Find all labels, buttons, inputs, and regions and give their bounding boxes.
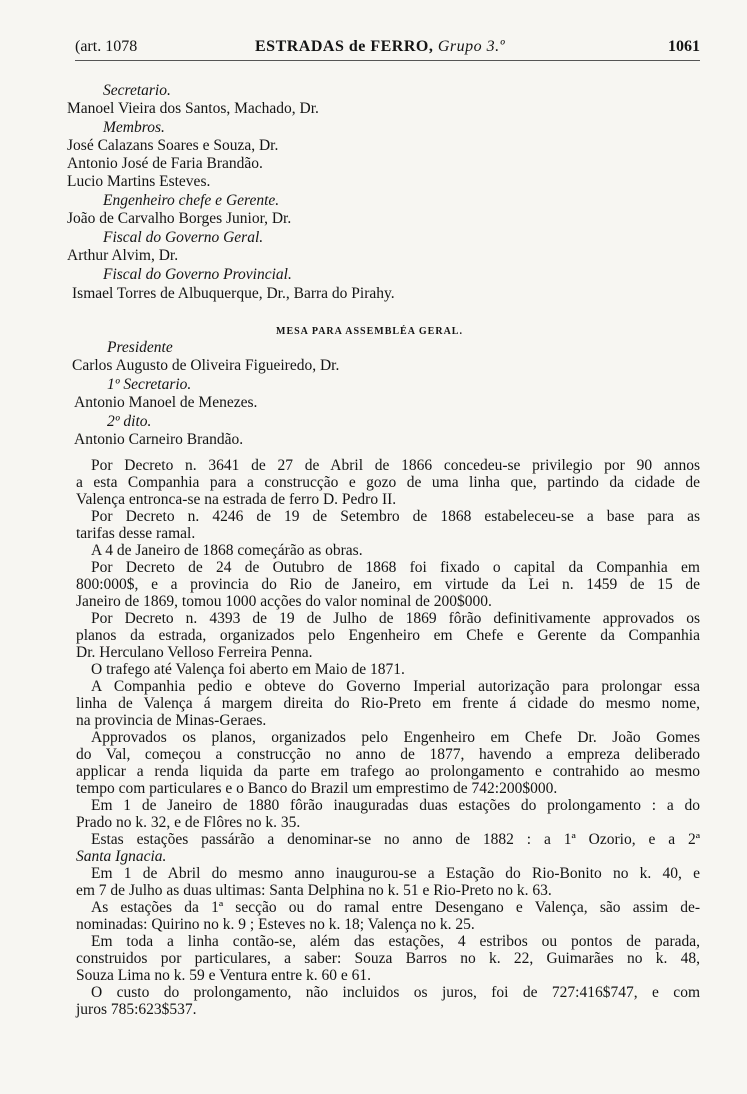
person-name: Antonio José de Faria Brandão. <box>67 155 263 172</box>
person-name: José Calazans Soares e Souza, Dr. <box>67 137 279 154</box>
assembly-heading: MESA PARA ASSEMBLÉA GERAL. <box>276 326 463 337</box>
person-name: Antonio Manoel de Menezes. <box>74 394 258 411</box>
body-line: Em 1 de Janeiro de 1880 fôrão inauguradas duas estações do prolongamento : a do <box>91 797 700 814</box>
page-number: 1061 <box>668 38 700 55</box>
person-name: Antonio Carneiro Brandão. <box>74 431 244 448</box>
body-line: nominadas: Quirino no k. 9 ; Esteves no k. 18; Valença no k. 25. <box>76 916 475 933</box>
body-line: O custo do prolongamento, não incluidos os juros, foi de 727:416$747, e com <box>91 984 700 1001</box>
body-line: Valença entronca-se na estrada de ferro D. Pedro II. <box>76 491 397 508</box>
body-line: Approvados os planos, organizados pelo Engenheiro em Chefe Dr. João Gomes <box>91 729 700 746</box>
body-line: Dr. Herculano Velloso Ferreira Penna. <box>76 644 313 661</box>
person-name: Manoel Vieira dos Santos, Machado, Dr. <box>67 100 319 117</box>
article-ref: (art. 1078 <box>75 38 138 55</box>
body-line: linha de Valença á margem direita do Rio-Preto em frente á cidade do mesmo nome, <box>76 695 700 712</box>
body-line: Por Decreto n. 4246 de 19 de Setembro de 1868 estabeleceu-se a base para as <box>91 508 700 525</box>
body-line: tarifas desse ramal. <box>76 525 196 542</box>
body-line: tempo com particulares e o Banco do Brazil um emprestimo de 742:200$000. <box>76 780 558 797</box>
role-label: Membros. <box>103 119 165 136</box>
body-line: Em 1 de Abril do mesmo anno inaugurou-se a Estação do Rio-Bonito no k. 40, e <box>91 865 700 882</box>
body-line: Por Decreto n. 3641 de 27 de Abril de 1866 concedeu-se privilegio por 90 annos <box>91 457 700 474</box>
body-line: Em toda a linha contão-se, além das estações, 4 estribos ou pontos de parada, <box>91 933 700 950</box>
body-line: Santa Ignacia. <box>76 848 167 865</box>
person-name: Arthur Alvim, Dr. <box>67 247 179 264</box>
body-line: em 7 de Julho as duas ultimas: Santa Delphina no k. 51 e Rio-Preto no k. 63. <box>76 882 552 899</box>
person-name: Carlos Augusto de Oliveira Figueiredo, Dr. <box>72 357 340 374</box>
running-header <box>75 38 700 61</box>
body-line: Estas estações passárão a denominar-se no anno de 1882 : a 1ª Ozorio, e a 2ª <box>91 831 700 848</box>
body-line: Souza Lima no k. 59 e Ventura entre k. 60 e 61. <box>76 967 371 984</box>
person-name: Lucio Martins Esteves. <box>67 173 211 190</box>
body-line: 800:000$, e a provincia do Rio de Janeiro, em virtude da Lei n. 1459 de 15 de <box>76 576 700 593</box>
body-line: A Companhia pedio e obteve do Governo Imperial autorização para prolongar essa <box>91 678 700 695</box>
body-line: As estações da 1ª secção ou do ramal entre Desengano e Valença, são assim de- <box>91 899 700 916</box>
body-line: construidos por particulares, a saber: Souza Barros no k. 22, Guimarães no k. 48, <box>76 950 700 967</box>
role-label: Fiscal do Governo Provincial. <box>103 266 292 283</box>
group-label: Grupo 3.º <box>437 38 506 55</box>
role-label: 1º Secretario. <box>107 376 192 393</box>
person-name: João de Carvalho Borges Junior, Dr. <box>67 210 292 227</box>
body-line: applicar a renda liquida da parte em trafego ao prolongamento e contrahido ao mesmo <box>76 763 700 780</box>
body-line: do Val, começou a construcção no anno de 1877, havendo a empreza deliberado <box>76 746 700 763</box>
role-label: Engenheiro chefe e Gerente. <box>103 192 280 209</box>
body-line: Por Decreto n. 4393 de 19 de Julho de 1869 fôrão definitivamente approvados os <box>91 610 700 627</box>
section-title: ESTRADAS de FERRO, Grupo 3.º <box>255 38 506 55</box>
role-label: 2º dito. <box>107 413 152 430</box>
body-line: juros 785:623$537. <box>76 1001 197 1018</box>
body-line: Janeiro de 1869, tomou 1000 acções do valor nominal de 200$000. <box>76 593 492 610</box>
role-label: Secretario. <box>103 82 171 99</box>
body-line: A 4 de Janeiro de 1868 começárão as obras. <box>91 542 363 559</box>
body-line: planos da estrada, organizados pelo Engenheiro em Chefe e Gerente da Companhia <box>76 627 700 644</box>
body-line: Por Decreto de 24 de Outubro de 1868 foi fixado o capital da Companhia em <box>91 559 700 576</box>
person-name: Ismael Torres de Albuquerque, Dr., Barra do Pirahy. <box>72 285 395 302</box>
body-line: O trafego até Valença foi aberto em Maio de 1871. <box>91 661 405 678</box>
body-line: Prado no k. 32, e de Flôres no k. 35. <box>76 814 301 831</box>
body-line: a esta Companhia para a construcção e gozo de uma linha que, partindo da cidade de <box>76 474 700 491</box>
body-line: na provincia de Minas-Geraes. <box>76 712 267 729</box>
role-label: Presidente <box>107 339 173 356</box>
role-label: Fiscal do Governo Geral. <box>103 229 264 246</box>
